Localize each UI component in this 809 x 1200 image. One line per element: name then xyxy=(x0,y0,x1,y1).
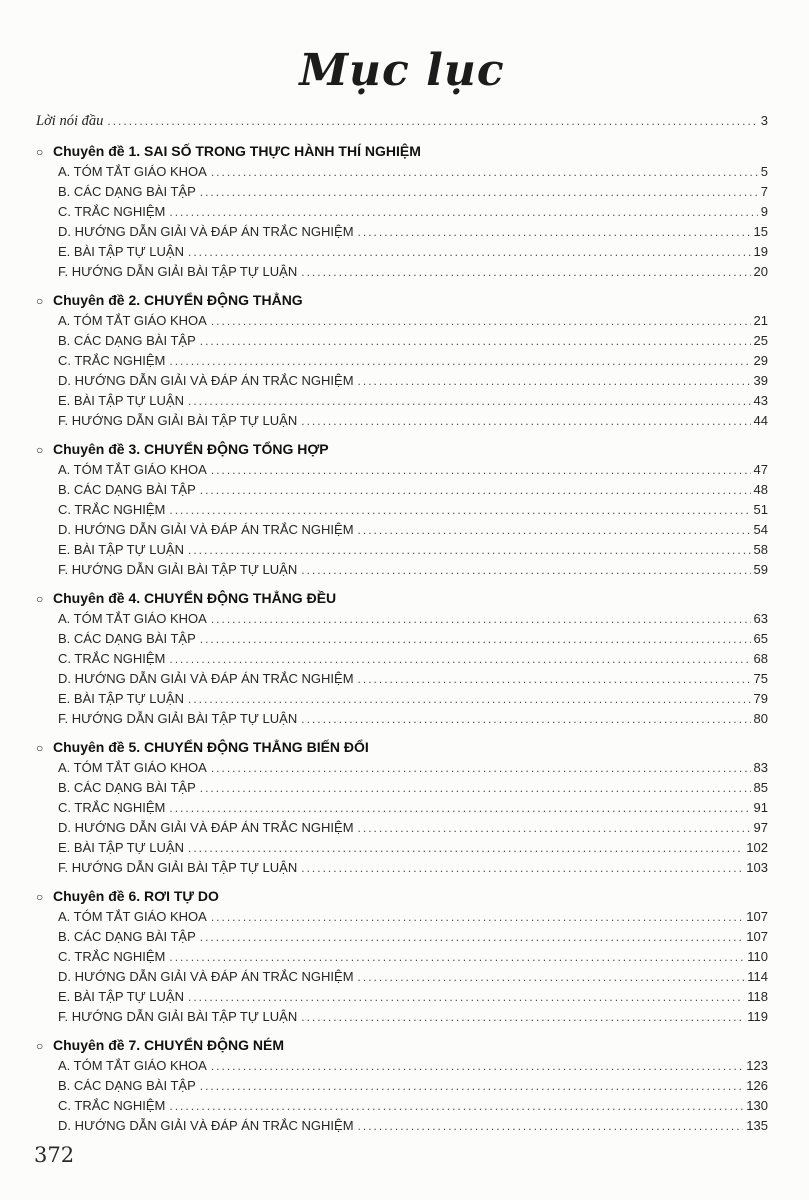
toc-item xyxy=(36,800,768,820)
dot-leader xyxy=(188,841,743,855)
chapter-title: Chuyên đề 2. CHUYỂN ĐỘNG THẲNG xyxy=(53,291,303,308)
dot-leader xyxy=(358,225,751,239)
toc-item xyxy=(36,1078,768,1098)
toc-item-label: B. CÁC DẠNG BÀI TẬP xyxy=(58,630,196,646)
toc-item xyxy=(36,1098,768,1118)
toc-item-label: B. CÁC DẠNG BÀI TẬP xyxy=(58,1077,196,1093)
toc-item-label: A. TÓM TẮT GIÁO KHOA xyxy=(58,610,207,626)
dot-leader xyxy=(169,1099,743,1113)
dot-leader xyxy=(358,1119,744,1133)
chapter-title: Chuyên đề 3. CHUYỂN ĐỘNG TỔNG HỢP xyxy=(53,440,329,457)
dot-leader xyxy=(358,821,751,835)
dot-leader xyxy=(211,612,751,626)
chapter-heading xyxy=(36,739,768,760)
dot-leader xyxy=(301,265,750,279)
dot-leader xyxy=(188,990,744,1004)
toc-item-page-number: 80 xyxy=(753,710,768,726)
dot-leader xyxy=(211,463,751,477)
dot-leader xyxy=(301,1010,744,1024)
dot-leader xyxy=(358,970,745,984)
toc-item-label: D. HƯỚNG DẪN GIẢI VÀ ĐÁP ÁN TRẮC NGHIỆM xyxy=(58,372,354,388)
toc-item-page-number: 47 xyxy=(753,461,768,477)
dot-leader xyxy=(200,781,751,795)
toc-item-page-number: 43 xyxy=(753,392,768,408)
toc-item-page-number: 119 xyxy=(747,1008,768,1024)
toc-item-label: A. TÓM TẮT GIÁO KHOA xyxy=(58,759,207,775)
dot-leader xyxy=(188,245,751,259)
toc-item-page-number: 29 xyxy=(753,352,768,368)
chapter-title: Chuyên đề 7. CHUYỂN ĐỘNG NÉM xyxy=(53,1036,285,1053)
chapter-heading xyxy=(36,143,768,164)
toc-chapter xyxy=(36,292,768,433)
preface-row xyxy=(36,113,768,135)
toc-item-page-number: 75 xyxy=(753,670,768,686)
toc-item-page-number: 15 xyxy=(753,223,768,239)
toc-item-page-number: 83 xyxy=(753,759,768,775)
dot-leader xyxy=(301,563,750,577)
toc-item-page-number: 9 xyxy=(760,203,768,219)
toc-list xyxy=(36,113,768,1138)
toc-item-page-number: 68 xyxy=(753,650,768,666)
preface-page-number: 3 xyxy=(760,112,768,128)
toc-item-label: A. TÓM TẮT GIÁO KHOA xyxy=(58,461,207,477)
toc-item xyxy=(36,502,768,522)
circle-bullet-icon: ○ xyxy=(36,442,44,457)
chapter-heading xyxy=(36,888,768,909)
dot-leader xyxy=(301,712,750,726)
toc-item xyxy=(36,244,768,264)
toc-item-page-number: 85 xyxy=(753,779,768,795)
toc-chapter xyxy=(36,590,768,731)
toc-item xyxy=(36,1118,768,1138)
preface-label: Lời nói đầu xyxy=(36,112,104,129)
toc-item-label: E. BÀI TẬP TỰ LUẬN xyxy=(58,243,184,259)
toc-item-label: A. TÓM TẮT GIÁO KHOA xyxy=(58,908,207,924)
toc-item-label: F. HƯỚNG DẪN GIẢI BÀI TẬP TỰ LUẬN xyxy=(58,263,298,279)
toc-item-label: B. CÁC DẠNG BÀI TẬP xyxy=(58,779,196,795)
toc-item xyxy=(36,482,768,502)
circle-bullet-icon: ○ xyxy=(36,1038,44,1053)
dot-leader xyxy=(200,930,744,944)
toc-item-page-number: 123 xyxy=(746,1057,768,1073)
toc-item xyxy=(36,909,768,929)
dot-leader xyxy=(169,950,744,964)
chapter-heading xyxy=(36,441,768,462)
toc-item xyxy=(36,562,768,582)
toc-item-page-number: 79 xyxy=(753,690,768,706)
toc-item-label: A. TÓM TẮT GIÁO KHOA xyxy=(58,312,207,328)
toc-item xyxy=(36,949,768,969)
toc-item-label: B. CÁC DẠNG BÀI TẬP xyxy=(58,332,196,348)
toc-item xyxy=(36,760,768,780)
circle-bullet-icon: ○ xyxy=(36,889,44,904)
dot-leader xyxy=(301,861,743,875)
toc-item-page-number: 65 xyxy=(753,630,768,646)
toc-item xyxy=(36,224,768,244)
dot-leader xyxy=(169,652,750,666)
toc-item-page-number: 59 xyxy=(753,561,768,577)
toc-item-page-number: 19 xyxy=(753,243,768,259)
toc-item xyxy=(36,989,768,1009)
toc-item xyxy=(36,264,768,284)
circle-bullet-icon: ○ xyxy=(36,293,44,308)
dot-leader xyxy=(200,334,751,348)
toc-item-label: F. HƯỚNG DẪN GIẢI BÀI TẬP TỰ LUẬN xyxy=(58,859,298,875)
toc-item-label: E. BÀI TẬP TỰ LUẬN xyxy=(58,839,184,855)
toc-item-page-number: 58 xyxy=(753,541,768,557)
toc-item xyxy=(36,462,768,482)
dot-leader xyxy=(301,414,750,428)
dot-leader xyxy=(211,314,751,328)
toc-item xyxy=(36,393,768,413)
dot-leader xyxy=(211,910,743,924)
toc-item-label: A. TÓM TẮT GIÁO KHOA xyxy=(58,163,207,179)
toc-item xyxy=(36,969,768,989)
toc-item-page-number: 7 xyxy=(760,183,768,199)
toc-item-label: E. BÀI TẬP TỰ LUẬN xyxy=(58,541,184,557)
dot-leader xyxy=(169,354,750,368)
toc-item xyxy=(36,184,768,204)
toc-item-label: C. TRẮC NGHIỆM xyxy=(58,501,166,517)
page-title: Mục lục xyxy=(299,45,505,96)
toc-item-page-number: 44 xyxy=(753,412,768,428)
toc-item xyxy=(36,1058,768,1078)
dot-leader xyxy=(188,692,751,706)
toc-item-label: F. HƯỚNG DẪN GIẢI BÀI TẬP TỰ LUẬN xyxy=(58,412,298,428)
toc-item xyxy=(36,333,768,353)
toc-item-page-number: 63 xyxy=(753,610,768,626)
toc-item xyxy=(36,631,768,651)
chapter-title: Chuyên đề 1. SAI SỐ TRONG THỰC HÀNH THÍ NGHIỆM xyxy=(53,142,421,159)
toc-item xyxy=(36,860,768,880)
chapter-title: Chuyên đề 4. CHUYỂN ĐỘNG THẲNG ĐỀU xyxy=(53,589,337,606)
dot-leader xyxy=(211,1059,743,1073)
chapter-heading xyxy=(36,1037,768,1058)
dot-leader xyxy=(211,165,758,179)
toc-item-page-number: 20 xyxy=(753,263,768,279)
toc-item xyxy=(36,522,768,542)
toc-item-page-number: 91 xyxy=(753,799,768,815)
toc-item-label: D. HƯỚNG DẪN GIẢI VÀ ĐÁP ÁN TRẮC NGHIỆM xyxy=(58,819,354,835)
toc-item xyxy=(36,611,768,631)
dot-leader xyxy=(200,632,751,646)
dot-leader xyxy=(358,523,751,537)
toc-item-label: F. HƯỚNG DẪN GIẢI BÀI TẬP TỰ LUẬN xyxy=(58,710,298,726)
toc-chapter xyxy=(36,739,768,880)
toc-item xyxy=(36,373,768,393)
toc-item xyxy=(36,691,768,711)
toc-item xyxy=(36,671,768,691)
circle-bullet-icon: ○ xyxy=(36,144,44,159)
toc-item-page-number: 126 xyxy=(746,1077,768,1093)
toc-item-label: D. HƯỚNG DẪN GIẢI VÀ ĐÁP ÁN TRẮC NGHIỆM xyxy=(58,670,354,686)
dot-leader xyxy=(200,185,758,199)
toc-item-page-number: 39 xyxy=(753,372,768,388)
toc-item-page-number: 107 xyxy=(746,928,768,944)
toc-item-label: B. CÁC DẠNG BÀI TẬP xyxy=(58,481,196,497)
toc-item xyxy=(36,929,768,949)
toc-item-label: D. HƯỚNG DẪN GIẢI VÀ ĐÁP ÁN TRẮC NGHIỆM xyxy=(58,1117,354,1133)
circle-bullet-icon: ○ xyxy=(36,740,44,755)
toc-item-label: D. HƯỚNG DẪN GIẢI VÀ ĐÁP ÁN TRẮC NGHIỆM xyxy=(58,521,354,537)
dot-leader xyxy=(169,205,757,219)
toc-item-label: C. TRẮC NGHIỆM xyxy=(58,1097,166,1113)
toc-item-label: C. TRẮC NGHIỆM xyxy=(58,650,166,666)
toc-item-page-number: 25 xyxy=(753,332,768,348)
toc-item-label: A. TÓM TẮT GIÁO KHOA xyxy=(58,1057,207,1073)
toc-item-label: C. TRẮC NGHIỆM xyxy=(58,352,166,368)
circle-bullet-icon: ○ xyxy=(36,591,44,606)
toc-item-page-number: 97 xyxy=(753,819,768,835)
toc-item xyxy=(36,313,768,333)
toc-item-page-number: 135 xyxy=(746,1117,768,1133)
dot-leader xyxy=(211,761,751,775)
toc-item-page-number: 107 xyxy=(746,908,768,924)
toc-item-label: E. BÀI TẬP TỰ LUẬN xyxy=(58,392,184,408)
dot-leader xyxy=(169,503,750,517)
toc-item-page-number: 102 xyxy=(746,839,768,855)
toc-item xyxy=(36,204,768,224)
toc-item xyxy=(36,1009,768,1029)
toc-item-label: D. HƯỚNG DẪN GIẢI VÀ ĐÁP ÁN TRẮC NGHIỆM xyxy=(58,223,354,239)
toc-chapter xyxy=(36,888,768,1029)
toc-item-page-number: 54 xyxy=(753,521,768,537)
dot-leader xyxy=(188,394,751,408)
toc-item-page-number: 118 xyxy=(747,988,768,1004)
toc-item-label: E. BÀI TẬP TỰ LUẬN xyxy=(58,988,184,1004)
toc-item-page-number: 103 xyxy=(746,859,768,875)
toc-item xyxy=(36,780,768,800)
toc-item-page-number: 51 xyxy=(753,501,768,517)
toc-item-page-number: 130 xyxy=(746,1097,768,1113)
dot-leader xyxy=(200,483,751,497)
toc-item-label: B. CÁC DẠNG BÀI TẬP xyxy=(58,928,196,944)
toc-item-label: F. HƯỚNG DẪN GIẢI BÀI TẬP TỰ LUẬN xyxy=(58,561,298,577)
toc-item xyxy=(36,651,768,671)
toc-item-label: C. TRẮC NGHIỆM xyxy=(58,203,166,219)
dot-leader xyxy=(188,543,751,557)
toc-item-page-number: 5 xyxy=(760,163,768,179)
page-number: 372 xyxy=(34,1143,75,1167)
toc-item-label: D. HƯỚNG DẪN GIẢI VÀ ĐÁP ÁN TRẮC NGHIỆM xyxy=(58,968,354,984)
dot-leader xyxy=(358,374,751,388)
chapter-title: Chuyên đề 5. CHUYỂN ĐỘNG THẲNG BIẾN ĐỔI xyxy=(53,738,369,755)
toc-item xyxy=(36,711,768,731)
toc-item xyxy=(36,542,768,562)
toc-item-page-number: 114 xyxy=(747,968,768,984)
toc-item xyxy=(36,413,768,433)
chapter-heading xyxy=(36,590,768,611)
toc-item-label: C. TRẮC NGHIỆM xyxy=(58,799,166,815)
toc-chapter xyxy=(36,1037,768,1138)
dot-leader xyxy=(200,1079,744,1093)
dot-leader xyxy=(358,672,751,686)
toc-chapter xyxy=(36,441,768,582)
dot-leader xyxy=(107,114,757,128)
toc-item-label: F. HƯỚNG DẪN GIẢI BÀI TẬP TỰ LUẬN xyxy=(58,1008,298,1024)
chapter-title: Chuyên đề 6. RƠI TỰ DO xyxy=(53,887,219,904)
toc-item xyxy=(36,164,768,184)
toc-chapter xyxy=(36,143,768,284)
toc-item-label: E. BÀI TẬP TỰ LUẬN xyxy=(58,690,184,706)
toc-item-page-number: 48 xyxy=(753,481,768,497)
toc-item-page-number: 21 xyxy=(753,312,768,328)
toc-item-label: C. TRẮC NGHIỆM xyxy=(58,948,166,964)
toc-item xyxy=(36,820,768,840)
dot-leader xyxy=(169,801,750,815)
toc-item xyxy=(36,840,768,860)
toc-item-label: B. CÁC DẠNG BÀI TẬP xyxy=(58,183,196,199)
toc-item xyxy=(36,353,768,373)
chapter-heading xyxy=(36,292,768,313)
toc-item-page-number: 110 xyxy=(747,948,768,964)
